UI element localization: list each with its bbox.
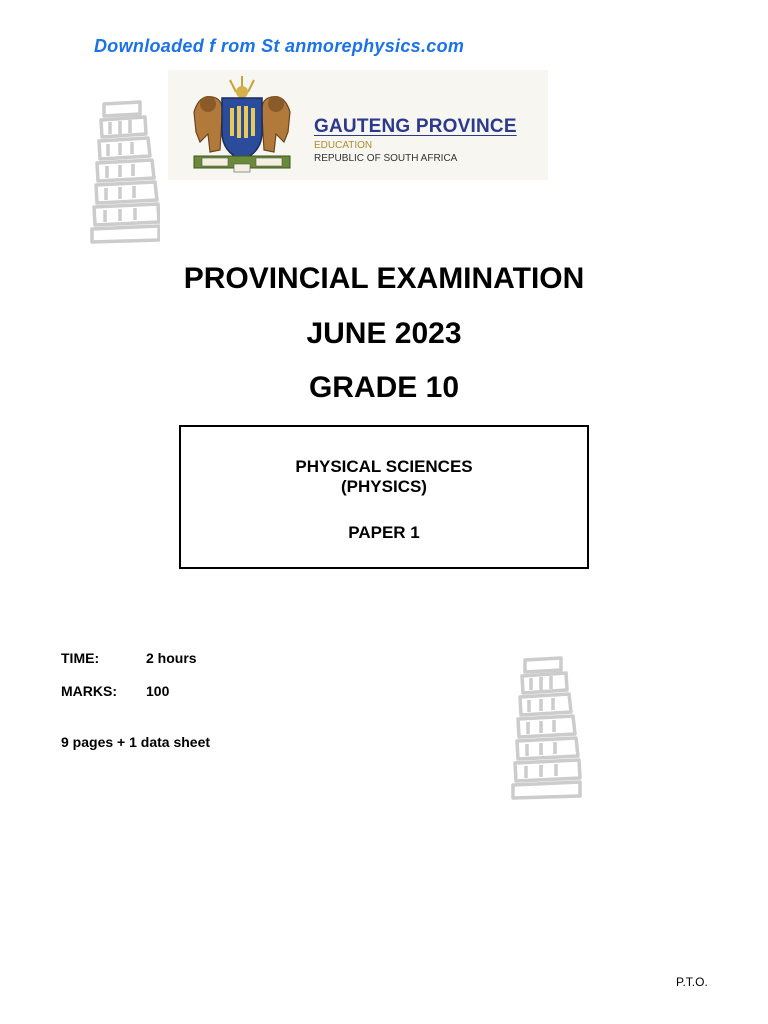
marks-label: MARKS:	[61, 683, 117, 699]
source-link[interactable]: Downloaded f rom St anmorephysics.com	[94, 36, 465, 56]
pto-note: P.T.O.	[676, 975, 708, 989]
logo-subtitle-country: REPUBLIC OF SOUTH AFRICA	[314, 153, 458, 164]
exam-date: JUNE 2023	[306, 317, 462, 350]
subject-branch: (PHYSICS)	[341, 477, 427, 496]
time-value: 2 hours	[146, 650, 197, 666]
logo-subtitle-education: EDUCATION	[314, 140, 373, 151]
subject-name: PHYSICAL SCIENCES	[295, 457, 473, 476]
page-count: 9 pages + 1 data sheet	[61, 734, 211, 750]
exam-title: PROVINCIAL EXAMINATION	[183, 262, 585, 295]
coat-of-arms-icon	[180, 72, 304, 176]
subject-box	[179, 425, 589, 569]
exam-grade: GRADE 10	[308, 371, 460, 404]
marks-value: 100	[146, 683, 170, 699]
logo-title: GAUTENG PROVINCE	[314, 116, 517, 137]
leaning-tower-icon	[90, 98, 160, 244]
paper-number: PAPER 1	[348, 523, 420, 542]
time-label: TIME:	[61, 650, 100, 666]
gauteng-logo	[168, 70, 548, 180]
leaning-tower-icon	[510, 654, 582, 800]
